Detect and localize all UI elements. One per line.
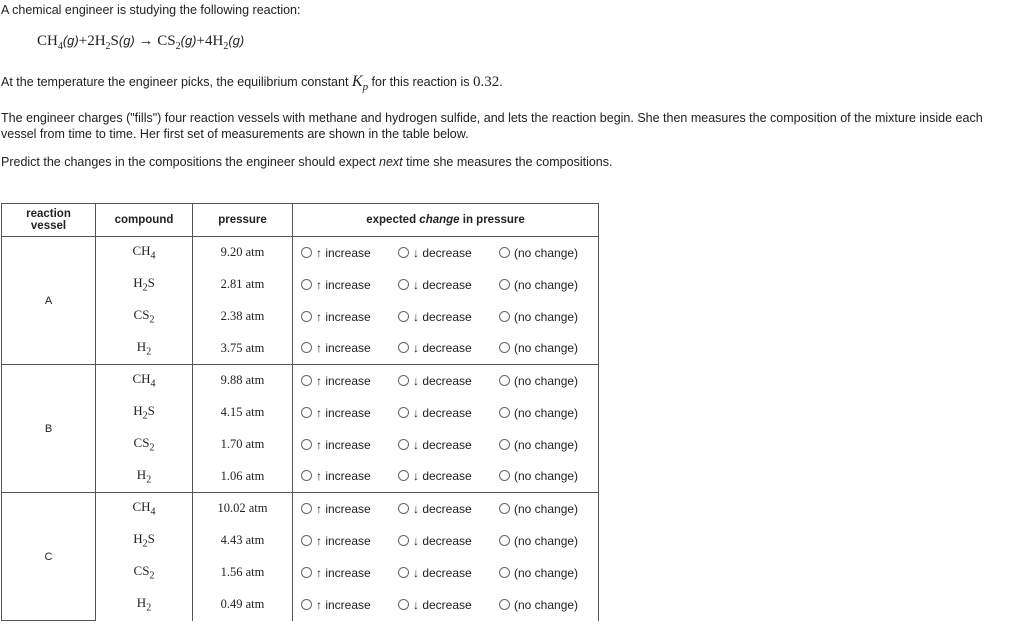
change-options xyxy=(293,525,599,557)
header-expected-change: expected change in pressure xyxy=(293,204,599,237)
compound-formula: $H_2$ xyxy=(96,461,193,493)
no-change-option[interactable]: (no change) xyxy=(499,598,578,612)
radio-increase[interactable] xyxy=(301,535,312,546)
increase-option[interactable]: ↑ increase xyxy=(301,598,398,612)
vessel-label: C xyxy=(2,493,96,621)
radio-no-change[interactable] xyxy=(499,247,510,258)
increase-option[interactable]: ↑ increase xyxy=(301,566,398,580)
header-reaction-vessel: reaction vessel xyxy=(2,204,96,237)
radio-increase[interactable] xyxy=(301,439,312,450)
decrease-option[interactable]: ↓ decrease xyxy=(398,469,499,483)
compound-formula: $H_2S$ xyxy=(96,269,193,301)
intro-text: A chemical engineer is studying the following reaction: xyxy=(1,3,301,17)
radio-increase[interactable] xyxy=(301,407,312,418)
radio-increase[interactable] xyxy=(301,503,312,514)
radio-increase[interactable] xyxy=(301,311,312,322)
no-change-option[interactable]: (no change) xyxy=(499,310,578,324)
change-options xyxy=(293,301,599,333)
no-change-option[interactable]: (no change) xyxy=(499,566,578,580)
change-options xyxy=(293,429,599,461)
pressure-value: 10.02 atm xyxy=(193,493,293,525)
radio-decrease[interactable] xyxy=(398,342,409,353)
no-change-option[interactable]: (no change) xyxy=(499,534,578,548)
radio-no-change[interactable] xyxy=(499,342,510,353)
decrease-option[interactable]: ↓ decrease xyxy=(398,502,499,516)
increase-option[interactable]: ↑ increase xyxy=(301,406,398,420)
no-change-option[interactable]: (no change) xyxy=(499,469,578,483)
radio-no-change[interactable] xyxy=(499,311,510,322)
pressure-value: 1.70 atm xyxy=(193,429,293,461)
decrease-option[interactable]: ↓ decrease xyxy=(398,341,499,355)
decrease-option[interactable]: ↓ decrease xyxy=(398,310,499,324)
pressure-value: 2.81 atm xyxy=(193,269,293,301)
compound-formula: $CS_2$ xyxy=(96,557,193,589)
radio-increase[interactable] xyxy=(301,342,312,353)
radio-decrease[interactable] xyxy=(398,311,409,322)
equilibrium-constant-text: At the temperature the engineer picks, the equilibrium constant $K_p$ for this reaction is 0.32. xyxy=(1,73,503,94)
change-options xyxy=(293,333,599,365)
increase-option[interactable]: ↑ increase xyxy=(301,469,398,483)
reaction-equation: $CH_4(g)+2H_2S(g) \to CS_2(g)+4H_2(g)$ xyxy=(37,33,245,52)
vessel-label: A xyxy=(2,237,96,365)
radio-increase[interactable] xyxy=(301,599,312,610)
change-options xyxy=(293,461,599,493)
table-row xyxy=(2,237,599,269)
radio-decrease[interactable] xyxy=(398,407,409,418)
no-change-option[interactable]: (no change) xyxy=(499,246,578,260)
compound-formula: $H_2$ xyxy=(96,333,193,365)
decrease-option[interactable]: ↓ decrease xyxy=(398,534,499,548)
measurements-table xyxy=(1,203,599,621)
radio-no-change[interactable] xyxy=(499,279,510,290)
pressure-value: 3.75 atm xyxy=(193,333,293,365)
change-options xyxy=(293,557,599,589)
kp-symbol: $K_p$ xyxy=(351,73,369,94)
pressure-value: 0.49 atm xyxy=(193,589,293,621)
no-change-option[interactable]: (no change) xyxy=(499,406,578,420)
change-options xyxy=(293,397,599,429)
header-pressure: pressure xyxy=(193,204,293,237)
radio-increase[interactable] xyxy=(301,470,312,481)
pressure-value: 9.20 atm xyxy=(193,237,293,269)
no-change-option[interactable]: (no change) xyxy=(499,438,578,452)
decrease-option[interactable]: ↓ decrease xyxy=(398,246,499,260)
radio-decrease[interactable] xyxy=(398,535,409,546)
radio-increase[interactable] xyxy=(301,247,312,258)
pressure-value: 9.88 atm xyxy=(193,365,293,397)
increase-option[interactable]: ↑ increase xyxy=(301,374,398,388)
decrease-option[interactable]: ↓ decrease xyxy=(398,566,499,580)
no-change-option[interactable]: (no change) xyxy=(499,374,578,388)
increase-option[interactable]: ↑ increase xyxy=(301,438,398,452)
pressure-value: 2.38 atm xyxy=(193,301,293,333)
table-header-row xyxy=(2,204,599,237)
header-compound: compound xyxy=(96,204,193,237)
radio-decrease[interactable] xyxy=(398,470,409,481)
compound-formula: $CS_2$ xyxy=(96,429,193,461)
decrease-option[interactable]: ↓ decrease xyxy=(398,598,499,612)
problem-paragraph: The engineer charges ("fills") four reaction vessels with methane and hydrogen sulfide, and lets the reaction begin. She then measures the composition of the mixture inside each vessel from time to time. Her first set of measurements are shown in the table below. xyxy=(1,111,983,141)
increase-option[interactable]: ↑ increase xyxy=(301,341,398,355)
radio-no-change[interactable] xyxy=(499,375,510,386)
radio-increase[interactable] xyxy=(301,567,312,578)
radio-no-change[interactable] xyxy=(499,599,510,610)
compound-formula: $H_2S$ xyxy=(96,397,193,429)
no-change-option[interactable]: (no change) xyxy=(499,502,578,516)
change-options xyxy=(293,269,599,301)
table-row xyxy=(2,365,599,397)
radio-no-change[interactable] xyxy=(499,567,510,578)
radio-increase[interactable] xyxy=(301,279,312,290)
radio-decrease[interactable] xyxy=(398,247,409,258)
change-options xyxy=(293,365,599,397)
compound-formula: $CH_4$ xyxy=(96,365,193,397)
kp-value: 0.32 xyxy=(472,74,500,90)
vessel-label: B xyxy=(2,365,96,493)
pressure-value: 1.06 atm xyxy=(193,461,293,493)
pressure-value: 4.43 atm xyxy=(193,525,293,557)
no-change-option[interactable]: (no change) xyxy=(499,278,578,292)
pressure-value: 4.15 atm xyxy=(193,397,293,429)
instruction-paragraph: Predict the changes in the compositions the engineer should expect next time she measures the compositions. xyxy=(1,155,613,169)
compound-formula: $CH_4$ xyxy=(96,493,193,525)
pressure-value: 1.56 atm xyxy=(193,557,293,589)
radio-decrease[interactable] xyxy=(398,439,409,450)
table-row xyxy=(2,493,599,525)
compound-formula: $CH_4$ xyxy=(96,237,193,269)
radio-decrease[interactable] xyxy=(398,279,409,290)
no-change-option[interactable]: (no change) xyxy=(499,341,578,355)
decrease-option[interactable]: ↓ decrease xyxy=(398,278,499,292)
radio-no-change[interactable] xyxy=(499,503,510,514)
increase-option[interactable]: ↑ increase xyxy=(301,278,398,292)
radio-decrease[interactable] xyxy=(398,375,409,386)
increase-option[interactable]: ↑ increase xyxy=(301,534,398,548)
decrease-option[interactable]: ↓ decrease xyxy=(398,374,499,388)
compound-formula: $CS_2$ xyxy=(96,301,193,333)
radio-decrease[interactable] xyxy=(398,567,409,578)
radio-decrease[interactable] xyxy=(398,599,409,610)
radio-decrease[interactable] xyxy=(398,503,409,514)
change-options xyxy=(293,493,599,525)
increase-option[interactable]: ↑ increase xyxy=(301,310,398,324)
compound-formula: $H_2$ xyxy=(96,589,193,621)
decrease-option[interactable]: ↓ decrease xyxy=(398,438,499,452)
radio-no-change[interactable] xyxy=(499,535,510,546)
radio-no-change[interactable] xyxy=(499,407,510,418)
radio-no-change[interactable] xyxy=(499,470,510,481)
increase-option[interactable]: ↑ increase xyxy=(301,502,398,516)
decrease-option[interactable]: ↓ decrease xyxy=(398,406,499,420)
change-options xyxy=(293,589,599,621)
radio-no-change[interactable] xyxy=(499,439,510,450)
compound-formula: $H_2S$ xyxy=(96,525,193,557)
change-options xyxy=(293,237,599,269)
increase-option[interactable]: ↑ increase xyxy=(301,246,398,260)
radio-increase[interactable] xyxy=(301,375,312,386)
